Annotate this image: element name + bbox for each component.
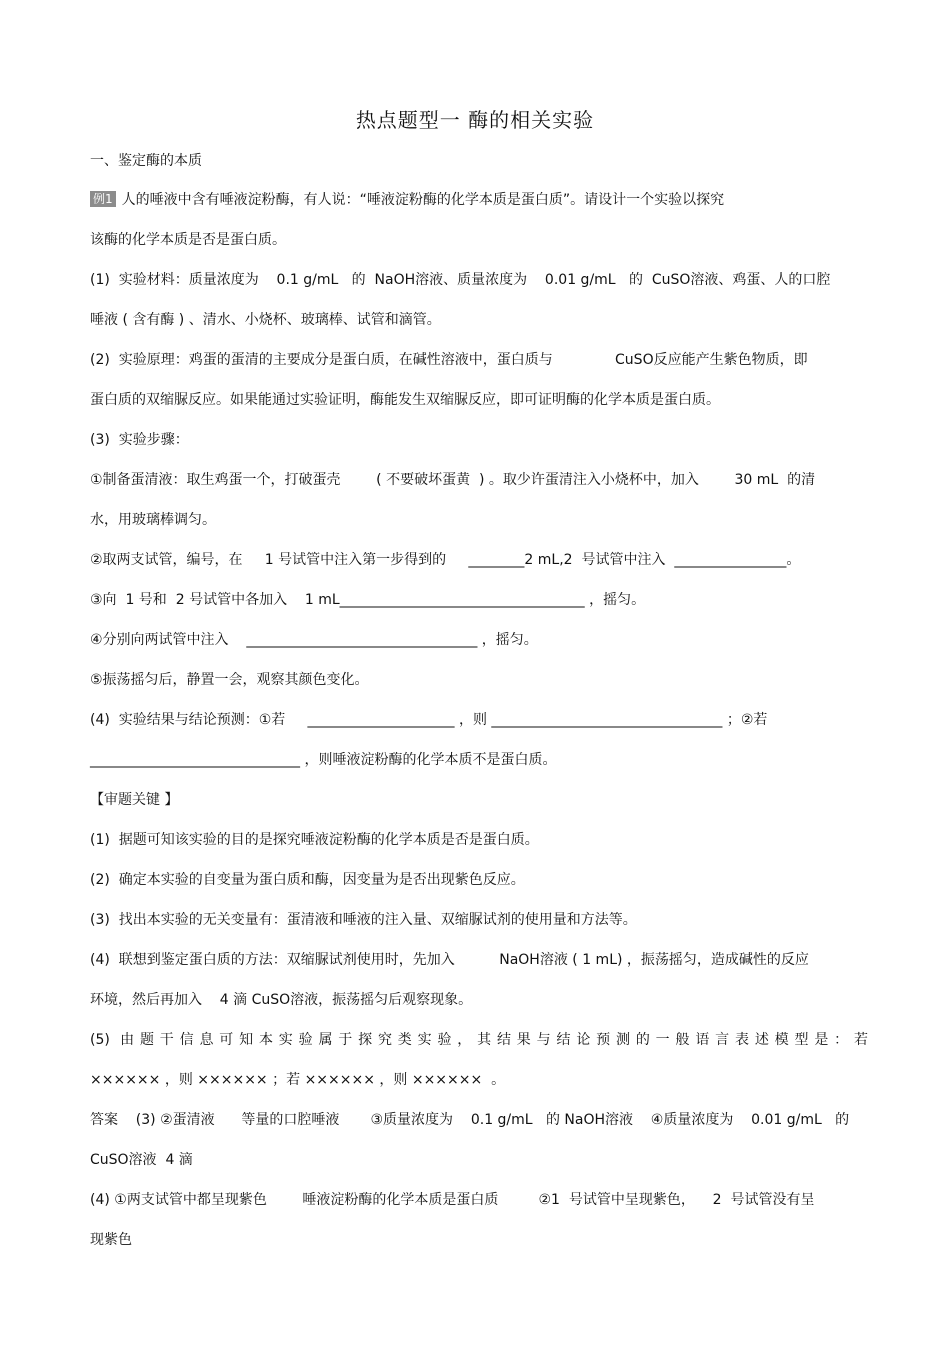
q2-line-2: 蛋白质的双缩脲反应。如果能通过实验证明，酶能发生双缩脲反应，即可证明酶的化学本质是蛋白质。: [90, 392, 720, 408]
q3-step1-line-2: 水，用玻璃棒调匀。: [90, 512, 216, 528]
review-point-1: (1) 据题可知该实验的目的是探究唾液淀粉酶的化学本质是否是蛋白质。: [90, 832, 539, 848]
q3-heading: (3) 实验步骤：: [90, 432, 189, 448]
example-text: 人的唾液中含有唾液淀粉酶，有人说：“唾液淀粉酶的化学本质是蛋白质”。请设计一个实验以探究: [121, 192, 725, 208]
q3-step2: ②取两支试管，编号，在 1 号试管中注入第一步得到的 ________2 mL,2 号试管中注入 ________________。: [90, 552, 801, 568]
example-badge: 例1: [90, 191, 116, 207]
example-line-2: 该酶的化学本质是否是蛋白质。: [90, 232, 286, 248]
q2-line-1: (2) 实验原理：鸡蛋的蛋清的主要成分是蛋白质，在碱性溶液中，蛋白质与 CuSO反应能产生紫色物质，即: [90, 352, 808, 368]
q4-line-2: ______________________________ ，则唾液淀粉酶的化学本质不是蛋白质。: [90, 752, 557, 768]
review-point-4-line-1: (4) 联想到鉴定蛋白质的方法：双缩脲试剂使用时，先加入 NaOH溶液 ( 1 mL) ，振荡摇匀，造成碱性的反应: [90, 952, 809, 968]
answer-line-3: (4) ①两支试管中都呈现紫色 唾液淀粉酶的化学本质是蛋白质 ②1 号试管中呈现紫色， 2 号试管没有呈: [90, 1192, 815, 1208]
answer-line-4: 现紫色: [90, 1232, 132, 1248]
review-point-2: (2) 确定本实验的自变量为蛋白质和酶，因变量为是否出现紫色反应。: [90, 872, 525, 888]
review-point-5-line-2: ×××××× ，则 ×××××× ；若 ×××××× ，则 ×××××× 。: [90, 1072, 506, 1088]
example-line-1: [90, 190, 724, 210]
review-heading: 【审题关键 】: [90, 792, 179, 808]
page-title: 热点题型一 酶的相关实验: [355, 108, 595, 132]
q3-step4: ④分别向两试管中注入 _________________________________ ，摇匀。: [90, 632, 538, 648]
q1-line-1: (1) 实验材料：质量浓度为 0.1 g/mL 的 NaOH溶液、质量浓度为 0.01 g/mL 的 CuSO溶液、鸡蛋、人的口腔: [90, 272, 831, 288]
review-point-3: (3) 找出本实验的无关变量有：蛋清液和唾液的注入量、双缩脲试剂的使用量和方法等。: [90, 912, 637, 928]
q4-line-1: (4) 实验结果与结论预测：①若 _____________________ ，则 _________________________________ ；②若: [90, 712, 768, 728]
review-point-4-line-2: 环境，然后再加入 4 滴 CuSO溶液，振荡摇匀后观察现象。: [90, 992, 473, 1008]
q1-line-2: 唾液 ( 含有酶 ) 、清水、小烧杯、玻璃棒、试管和滴管。: [90, 312, 441, 328]
answer-line-1: 答案 (3) ②蛋清液 等量的口腔唾液 ③质量浓度为 0.1 g/mL 的 NaOH溶液 ④质量浓度为 0.01 g/mL 的: [90, 1112, 850, 1128]
q3-step3: ③向 1 号和 2 号试管中各加入 1 mL___________________________________ ，摇匀。: [90, 592, 646, 608]
q3-step1-line-1: ①制备蛋清液：取生鸡蛋一个，打破蛋壳 ( 不要破坏蛋黄 ) 。取少许蛋清注入小烧杯中，加入 30 mL 的清: [90, 472, 816, 488]
q3-step5: ⑤振荡摇匀后，静置一会，观察其颜色变化。: [90, 672, 369, 688]
section-heading: 一、鉴定酶的本质: [90, 153, 202, 169]
answer-line-2: CuSO溶液 4 滴: [90, 1152, 193, 1168]
review-point-5-line-1: (5) 由题干信息可知本实验属于探究类实验，其结果与结论预测的一般语言表述模型是：若: [90, 1032, 868, 1048]
